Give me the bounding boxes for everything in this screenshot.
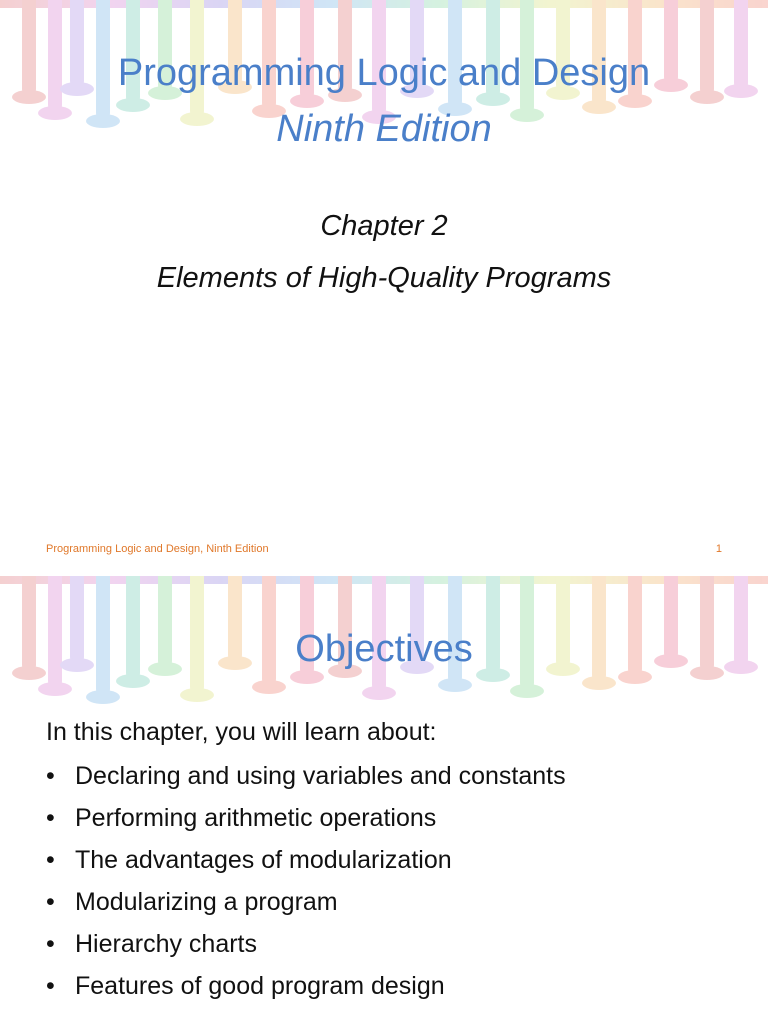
- paint-drip-shape: [290, 94, 324, 108]
- banner-band: [0, 0, 768, 8]
- paint-drip-shape: [180, 688, 214, 702]
- paint-drip-shape: [438, 678, 472, 692]
- list-item-text: Modularizing a program: [75, 888, 338, 916]
- book-title: Programming Logic and Design: [117, 52, 651, 94]
- paint-drip-shape: [252, 680, 286, 694]
- list-item-text: Declaring and using variables and constants: [75, 762, 566, 790]
- paint-drip-shape: [116, 674, 150, 688]
- chapter-number: Chapter 2: [320, 210, 448, 242]
- paint-drip-shape: [510, 684, 544, 698]
- page-number: 1: [715, 543, 722, 555]
- paint-drip-shape: [582, 676, 616, 690]
- objectives-title: Objectives: [295, 628, 473, 670]
- list-item-text: The advantages of modularization: [75, 846, 452, 874]
- list-item: [46, 844, 566, 886]
- chapter-title: Elements of High-Quality Programs: [156, 262, 612, 294]
- list-item-text: Features of good program design: [75, 972, 445, 1000]
- book-edition: Ninth Edition: [276, 108, 492, 150]
- slide-2: [0, 576, 768, 1024]
- bullet-icon: •: [46, 846, 55, 874]
- paint-drip-shape: [290, 670, 324, 684]
- bullet-icon: •: [46, 888, 55, 916]
- objectives-list: [46, 760, 566, 1012]
- bullet-icon: •: [46, 804, 55, 832]
- list-item: [46, 802, 566, 844]
- bullet-icon: •: [46, 762, 55, 790]
- bullet-icon: •: [46, 972, 55, 1000]
- bullet-icon: •: [46, 930, 55, 958]
- list-item-text: Hierarchy charts: [75, 930, 257, 958]
- list-item: [46, 928, 566, 970]
- paint-drip-shape: [38, 682, 72, 696]
- list-item-text: Performing arithmetic operations: [75, 804, 437, 832]
- paint-drip-shape: [86, 690, 120, 704]
- slide-footer: Programming Logic and Design, Ninth Edition: [46, 543, 269, 555]
- list-item: [46, 886, 566, 928]
- paint-drip-shape: [618, 670, 652, 684]
- list-item: [46, 970, 566, 1012]
- list-item: [46, 760, 566, 802]
- paint-drip-shape: [362, 686, 396, 700]
- objectives-intro: In this chapter, you will learn about:: [46, 718, 437, 746]
- banner-band: [0, 576, 768, 584]
- paint-drip-shape: [618, 94, 652, 108]
